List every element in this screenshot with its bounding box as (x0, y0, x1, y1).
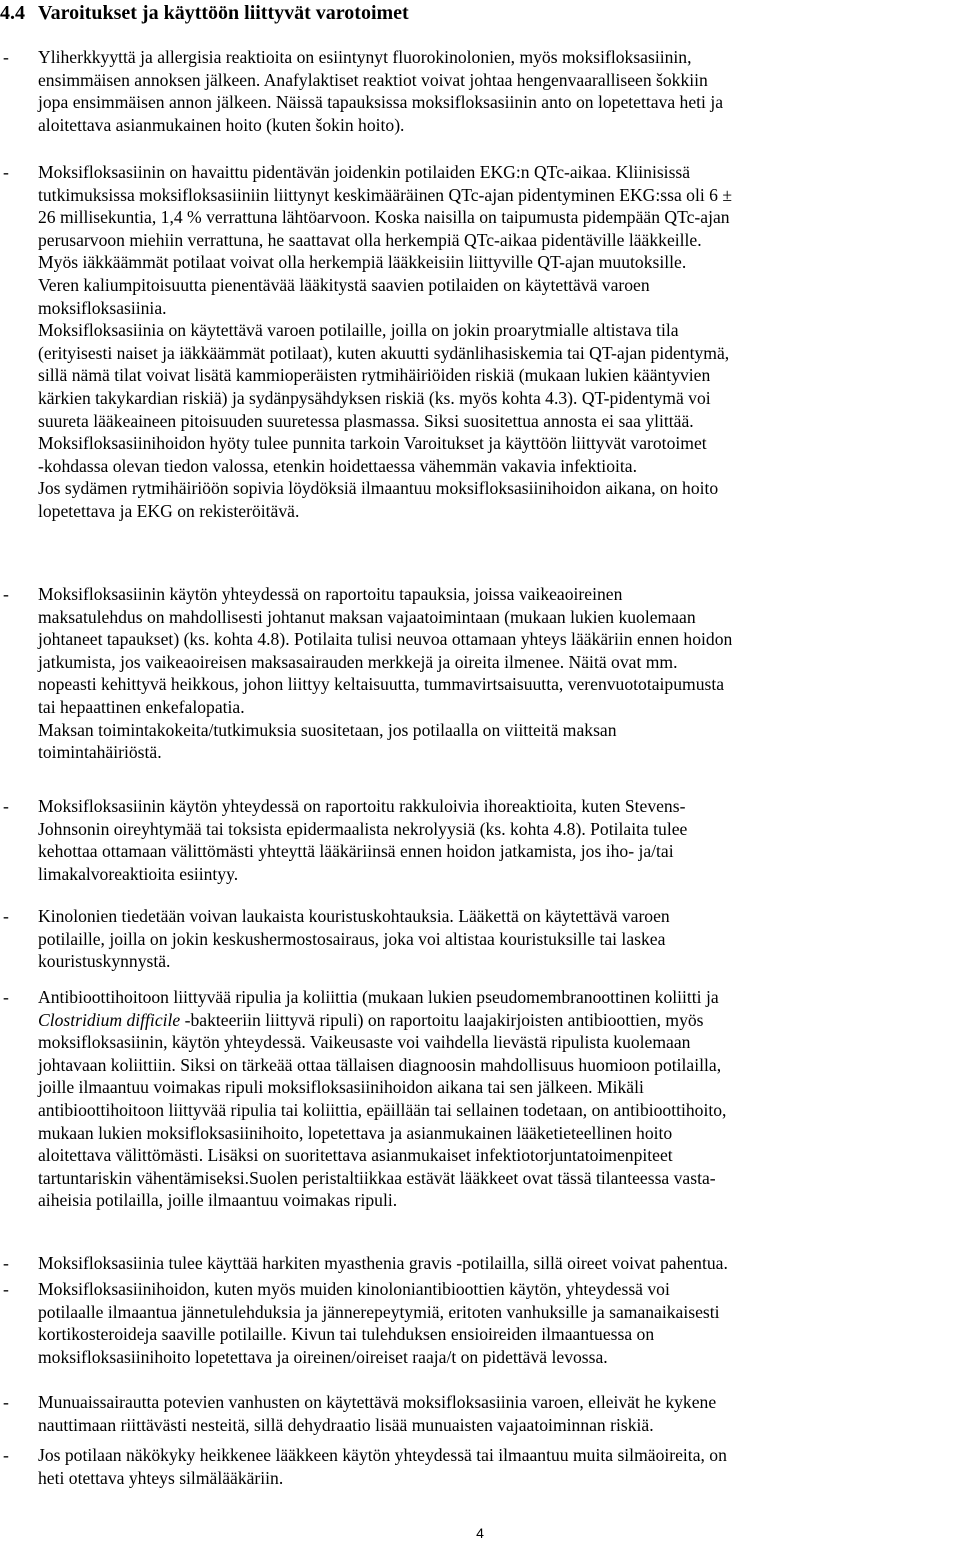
text-line: moksifloksasiinia. (38, 297, 167, 318)
text-line: 26 millisekuntia, 1,4 % verrattuna lähtöarvoon. Koska naisilla on taipumusta pidempään QTc-ajan (38, 207, 730, 228)
text-line: (erityisesti naiset ja iäkkäämmät potilaat), kuten akuutti sydänlihasiskemia tai QT-ajan pidentymä, (38, 342, 730, 363)
text-line: Munuaissairautta potevien vanhusten on käytettävä moksifloksasiinia varoen, elleivät he kykene (38, 1392, 717, 1412)
text-line: aloitettava välittömästi. Lisäksi on suoritettava asianmukaiset infektiotorjuntatoimenpiteet (38, 1145, 673, 1166)
text-line: moksifloksasiinihoito lopetettava ja oireinen/oireiset raaja/t on pidettävä levossa. (38, 1346, 608, 1367)
text-line: ensimmäisen annoksen jälkeen. Anafylaktiset reaktiot voivat johtaa hengenvaaralliseen šokkiin (38, 69, 708, 90)
text-line: antibioottihoitoon liittyvää ripulia tai koliittia, epäillään tai sellainen todetaan, on antibioottihoito, (38, 1100, 727, 1120)
text-line: Jos potilaan näkökyky heikkenee lääkkeen käytön yhteydessä tai ilmaantuu muita silmäoireita, on (38, 1445, 727, 1465)
text-line: Veren kaliumpitoisuutta pienentävää lääkitystä saavien potilaiden on käytettävä varoen (38, 275, 650, 295)
bullet-dash: - (3, 1445, 9, 1465)
text-line: toimintahäiriöstä. (38, 742, 162, 763)
bullet-dash: - (3, 796, 9, 816)
text-line: jopa ensimmäisen annon jälkeen. Näissä tapauksissa moksifloksasiinin anto on lopetettava heti ja (38, 92, 724, 113)
text-line: jatkumista, jos vaikeaoireisen maksasairauden merkkejä ja oireita ilmenee. Näitä ovat mm. (38, 651, 678, 672)
bullet-dash: - (3, 1253, 9, 1273)
text-line: moksifloksasiinin, käytön yhteydessä. Vaikeusaste voi vaihdella lievästä ripulista kuolemaan (38, 1032, 691, 1053)
text-line: kehottaa ottamaan välittömästi yhteyttä lääkäriinsä ennen hoidon jatkamista, jos iho- ja/tai (38, 841, 674, 862)
text-line: Moksifloksasiinia tulee käyttää harkiten myasthenia gravis -potilailla, sillä oireet voivat pahentua. (38, 1253, 728, 1273)
text-line: johtaneet tapaukset) (ks. kohta 4.8). Potilaita tulisi neuvoa ottamaan yhteys lääkäriin ennen hoidon (38, 629, 733, 650)
text-line: sillä nämä tilat voivat lisätä kammioperäisten rytmihäiriöiden riskiä (mukaan lukien kääntyvien (38, 365, 711, 386)
bullet-dash: - (3, 1392, 9, 1412)
species-name: Clostridium difficile (38, 1009, 181, 1030)
text-line: kouristuskynnystä. (38, 951, 171, 972)
bullet-dash: - (3, 906, 9, 926)
text-line: Moksifloksasiinihoidon hyöty tulee punnita tarkoin Varoitukset ja käyttöön liittyvät varotoimet (38, 433, 707, 454)
text-line: mukaan lukien moksifloksasiinihoito, lopetettava ja asianmukainen lääketieteellinen hoito (38, 1122, 673, 1143)
text-line: tartuntariskin vähentämiseksi.Suolen peristaltiikkaa estävät lääkkeet ovat tässä tilanteessa vasta- (38, 1167, 716, 1188)
page-number: 4 (476, 1525, 484, 1541)
text-line: potilaalle ilmaantua jännetulehduksia ja jännerepeytymiä, eritoten vanhuksille ja samanaikaisesti (38, 1301, 720, 1322)
section-number: 4.4 (0, 2, 25, 24)
text-line: Myös iäkkäämmät potilaat voivat olla herkempiä lääkkeisiin liittyville QT-ajan muutoksille. (38, 252, 687, 273)
section-heading (0, 0, 409, 26)
text-line: potilaille, joilla on jokin keskushermostosairaus, joka voi altistaa kouristuksille tai laskea (38, 928, 666, 949)
text-line: nauttimaan riittävästi nesteitä, sillä dehydraatio lisää munuaisten vajaatoiminnan riskiä. (38, 1414, 654, 1435)
text-line: kortikosteroideja saaville potilaille. Kivun tai tulehduksen ensioireiden ilmaantuessa on (38, 1324, 655, 1345)
text-line: Yliherkkyyttä ja allergisia reaktioita on esiintynyt fluorokinolonien, myös moksifloksasiinin, (38, 47, 692, 67)
text-line: nopeasti kehittyvä heikkous, johon liittyy keltaisuutta, tummavirtsaisuutta, verenvuototaipumusta (38, 674, 725, 695)
text-line: aloitettava asianmukainen hoito (kuten šokin hoito). (38, 114, 405, 135)
bullet-dash: - (3, 1279, 9, 1299)
text-line: Moksifloksasiinihoidon, kuten myös muiden kinoloniantibioottien käytön, yhteydessä voi (38, 1279, 670, 1299)
text-line: perusarvoon miehiin verrattuna, he saattavat olla herkempiä QTc-aikaa pidentäville lääkkeille. (38, 229, 702, 250)
text-line: Moksifloksasiinin käytön yhteydessä on raportoitu rakkuloivia ihoreaktioita, kuten Stevens- (38, 796, 686, 816)
text-line: Maksan toimintakokeita/tutkimuksia suositetaan, jos potilaalla on viitteitä maksan (38, 719, 617, 740)
text-line: tutkimuksissa moksifloksasiiniin liittynyt keskimääräinen QTc-ajan pidentyminen EKG:ssa oli 6 ± (38, 184, 732, 205)
text-line: Moksifloksasiinia on käytettävä varoen potilaille, joilla on jokin proarytmialle altistava tila (38, 320, 679, 341)
text-line: johtavaan koliittiin. Siksi on tärkeää ottaa tällaisen diagnoosin mahdollisuus huomioon potilailla, (38, 1054, 722, 1075)
text-line: lopetettava ja EKG on rekisteröitävä. (38, 501, 300, 521)
text-line: -kohdassa olevan tiedon valossa, etenkin hoidettaessa vähemmän vakavia infektioita. (38, 455, 637, 476)
text-line: Kinolonien tiedetään voivan laukaista kouristuskohtauksia. Lääkettä on käytettävä varoen (38, 906, 670, 926)
text-line: limakalvoreaktioita esiintyy. (38, 863, 239, 884)
text-line: kärkien takykardian riskiä) ja sydänpysähdyksen riskiä (ks. myös kohta 4.3). QT-pidentymä voi (38, 388, 711, 408)
text-line: maksatulehdus on mahdollisesti johtanut maksan vajaatoimintaan (mukaan lukien kuolemaan (38, 606, 696, 627)
text-line: heti otettava yhteys silmälääkäriin. (38, 1467, 284, 1488)
bullet-dash: - (3, 584, 9, 604)
text-line: joille ilmaantuu voimakas ripuli moksifloksasiinihoidon aikana tai sen jälkeen. Mikäli (38, 1077, 644, 1098)
text-line: Jos sydämen rytmihäiriöön sopivia löydöksiä ilmaantuu moksifloksasiinihoidon aikana, on hoito (38, 478, 719, 499)
text-line: Moksifloksasiinin käytön yhteydessä on raportoitu tapauksia, joissa vaikeaoireinen (38, 584, 623, 604)
text-line: Clostridium difficile -bakteeriin liittyvä ripuli) on raportoitu laajakirjoisten antibioottien, myös (38, 1009, 704, 1030)
section-title: Varoitukset ja käyttöön liittyvät varotoimet (38, 2, 409, 24)
text-line: tai hepaattinen enkefalopatia. (38, 697, 245, 717)
text-line: suureta lääkeaineen pitoisuuden suuretessa plasmassa. Siksi suositettua annosta ei saa ylittää. (38, 410, 694, 431)
text-line: aiheisia potilailla, joille ilmaantuu voimakas ripuli. (38, 1190, 398, 1211)
bullet-dash: - (3, 162, 9, 182)
bullet-dash: - (3, 47, 9, 67)
text-line: Antibioottihoitoon liittyvää ripulia ja koliittia (mukaan lukien pseudomembranoottinen koliitti ja (38, 987, 719, 1007)
text-line: Johnsonin oireyhtymää tai toksista epidermaalista nekrolyysiä (ks. kohta 4.8). Potilaita tulee (38, 818, 688, 839)
text-line: Moksifloksasiinin on havaittu pidentävän joidenkin potilaiden EKG:n QTc-aikaa. Kliinisissä (38, 162, 691, 182)
bullet-dash: - (3, 987, 9, 1007)
